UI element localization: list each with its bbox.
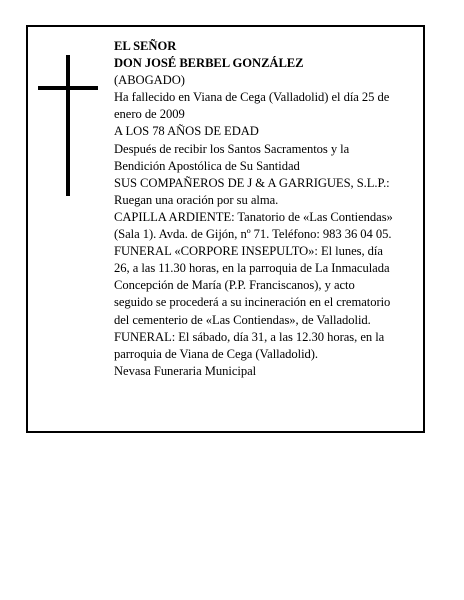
funeral-2-line-1: FUNERAL: El sábado, día 31, a las 12.30 horas, en la — [114, 329, 385, 344]
title-line-1: EL SEÑOR — [114, 39, 177, 53]
death-line-1: Ha fallecido en Viana de Cega (Valladolid) el día 25 de — [114, 90, 390, 105]
colleagues-line-2: Ruegan una oración por su alma. — [114, 192, 279, 207]
funeral-1-line-1: FUNERAL «CORPORE INSEPULTO»: El lunes, día — [114, 244, 383, 259]
obituary-text — [114, 38, 424, 380]
chapel-line-1: CAPILLA ARDIENTE: Tanatorio de «Las Contiendas» — [114, 209, 393, 224]
cross-icon-horizontal-bar — [38, 86, 98, 90]
age: A LOS 78 AÑOS DE EDAD — [114, 124, 259, 139]
funeral-2-line-2: parroquia de Viana de Cega (Valladolid). — [114, 346, 319, 361]
sacraments-line-2: Bendición Apostólica de Su Santidad — [114, 158, 300, 173]
profession: (ABOGADO) — [114, 73, 185, 88]
colleagues-line-1: SUS COMPAÑEROS DE J & A GARRIGUES, S.L.P.: — [114, 175, 390, 190]
funeral-1-line-3: Concepción de María (P.P. Franciscanos), y acto — [114, 278, 355, 293]
funeral-1-line-5: del cementerio de «Las Contiendas», de Valladolid. — [114, 312, 371, 327]
funeral-home: Nevasa Funeraria Municipal — [114, 363, 257, 378]
death-line-2: enero de 2009 — [114, 107, 185, 122]
chapel-line-2: (Sala 1). Avda. de Gijón, nº 71. Teléfono: 983 36 04 05. — [114, 227, 392, 242]
funeral-1-line-2: 26, a las 11.30 horas, en la parroquia de La Inmaculada — [114, 261, 390, 276]
title-line-2: DON JOSÉ BERBEL GONZÁLEZ — [114, 56, 304, 71]
sacraments-line-1: Después de recibir los Santos Sacramentos y la — [114, 141, 350, 156]
funeral-1-line-4: seguido se procederá a su incineración en el crematorio — [114, 295, 391, 310]
cross-icon-vertical-bar — [66, 55, 70, 196]
